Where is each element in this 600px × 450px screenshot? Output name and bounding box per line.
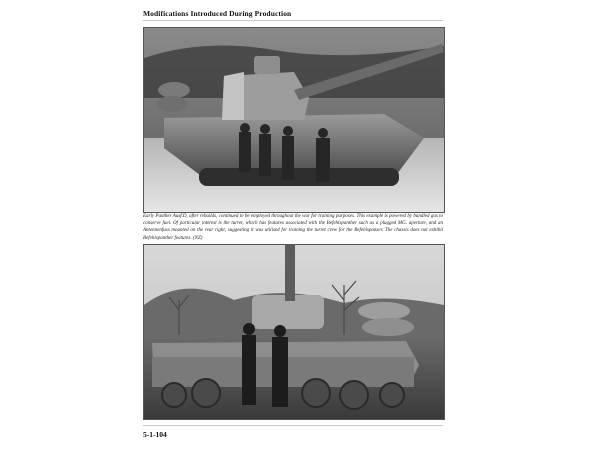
photo-caption: Early Panther Ausf.D, after rebuilds, continued to be employed throughout the war for training purposes. This example is powered by bundled gas to conserve fuel. Of particular interest is the turret, which has features associated with the Befehlspanther such as a plugged MG. aperture, and an Antennenfuss mounted on the rear right, suggesting it was utilised for training the turret crew for the Befehlspanzer. The chassis does not exhibit Befehlspanther features. (NZ) bbox=[143, 214, 443, 241]
header-rule bbox=[143, 20, 443, 21]
photo-panther-wreck bbox=[143, 244, 445, 420]
page-number: 5-1-104 bbox=[143, 430, 167, 439]
running-header: Modifications Introduced During Production bbox=[143, 9, 292, 18]
photo-panther-ausf-d bbox=[143, 27, 445, 213]
footer-rule bbox=[143, 425, 443, 426]
